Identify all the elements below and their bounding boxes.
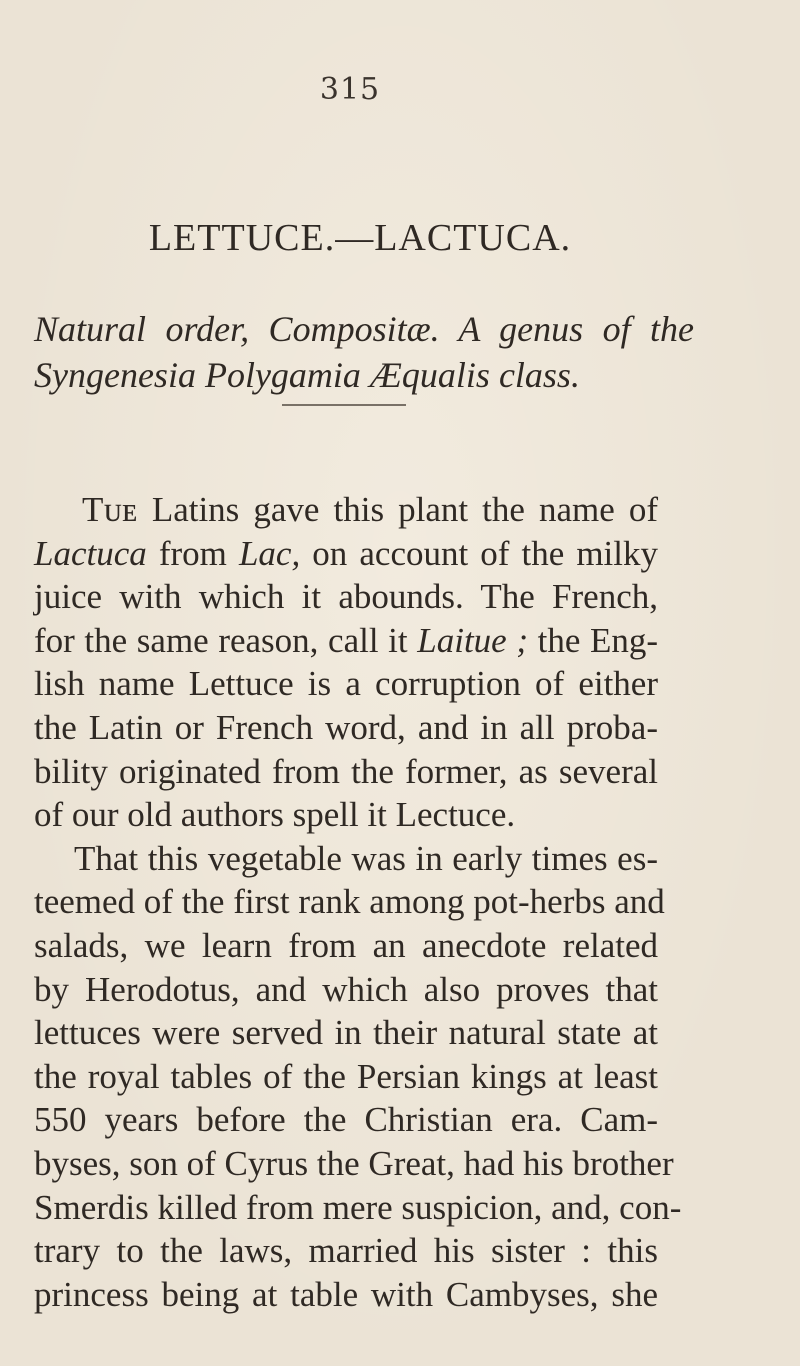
text-line: lettuces were served in their natural state at: [34, 1013, 658, 1053]
text-fragment: from: [158, 533, 227, 573]
body-text: [34, 488, 682, 1316]
text-line: 550 years before the Christian era. Cam-: [34, 1100, 658, 1140]
subtitle-line: Syngenesia Polygamia Æqualis class.: [34, 355, 580, 395]
lead-word: Tᴜᴇ: [82, 490, 138, 529]
text-line: Smerdis killed from mere suspicion, and, con-: [34, 1187, 682, 1227]
text-line: juice with which it abounds. The French,: [34, 577, 658, 617]
chapter-subtitle: [34, 306, 694, 398]
section-divider: [282, 404, 406, 406]
text-line: [34, 532, 658, 576]
latin-term: Lactuca: [34, 533, 147, 573]
text-line: the Latin or French word, and in all proba-: [34, 707, 658, 747]
text-fragment: for the same reason, call it: [34, 620, 408, 660]
text-line: the royal tables of the Persian kings at least: [34, 1056, 658, 1096]
text-fragment: the Eng-: [537, 620, 659, 660]
text-line: [34, 488, 658, 532]
subtitle-line: Natural order, Compositæ. A genus of the: [34, 309, 694, 349]
text-line: [34, 619, 658, 663]
text-line: by Herodotus, and which also proves that: [34, 969, 658, 1009]
text-fragment: Latins gave this plant the name of: [151, 490, 659, 529]
text-line: teemed of the first rank among pot-herbs and: [34, 882, 665, 922]
text-line: trary to the laws, married his sister : this: [34, 1231, 658, 1271]
text-fragment: on account of the milky: [312, 533, 659, 573]
french-term: Laitue ;: [417, 620, 528, 660]
chapter-title: LETTUCE.—LACTUCA.: [148, 217, 572, 259]
text-line: lish name Lettuce is a corruption of either: [34, 664, 658, 704]
text-line: princess being at table with Cambyses, she: [34, 1274, 658, 1314]
page-number: 315: [319, 72, 381, 107]
text-line: That this vegetable was in early times es-: [74, 838, 658, 878]
latin-term: Lac,: [238, 533, 301, 573]
text-line: bility originated from the former, as several: [34, 751, 658, 791]
text-line: salads, we learn from an anecdote related: [34, 925, 658, 965]
text-line: byses, son of Cyrus the Great, had his brother: [34, 1143, 674, 1183]
text-line: of our old authors spell it Lectuce.: [34, 795, 516, 835]
